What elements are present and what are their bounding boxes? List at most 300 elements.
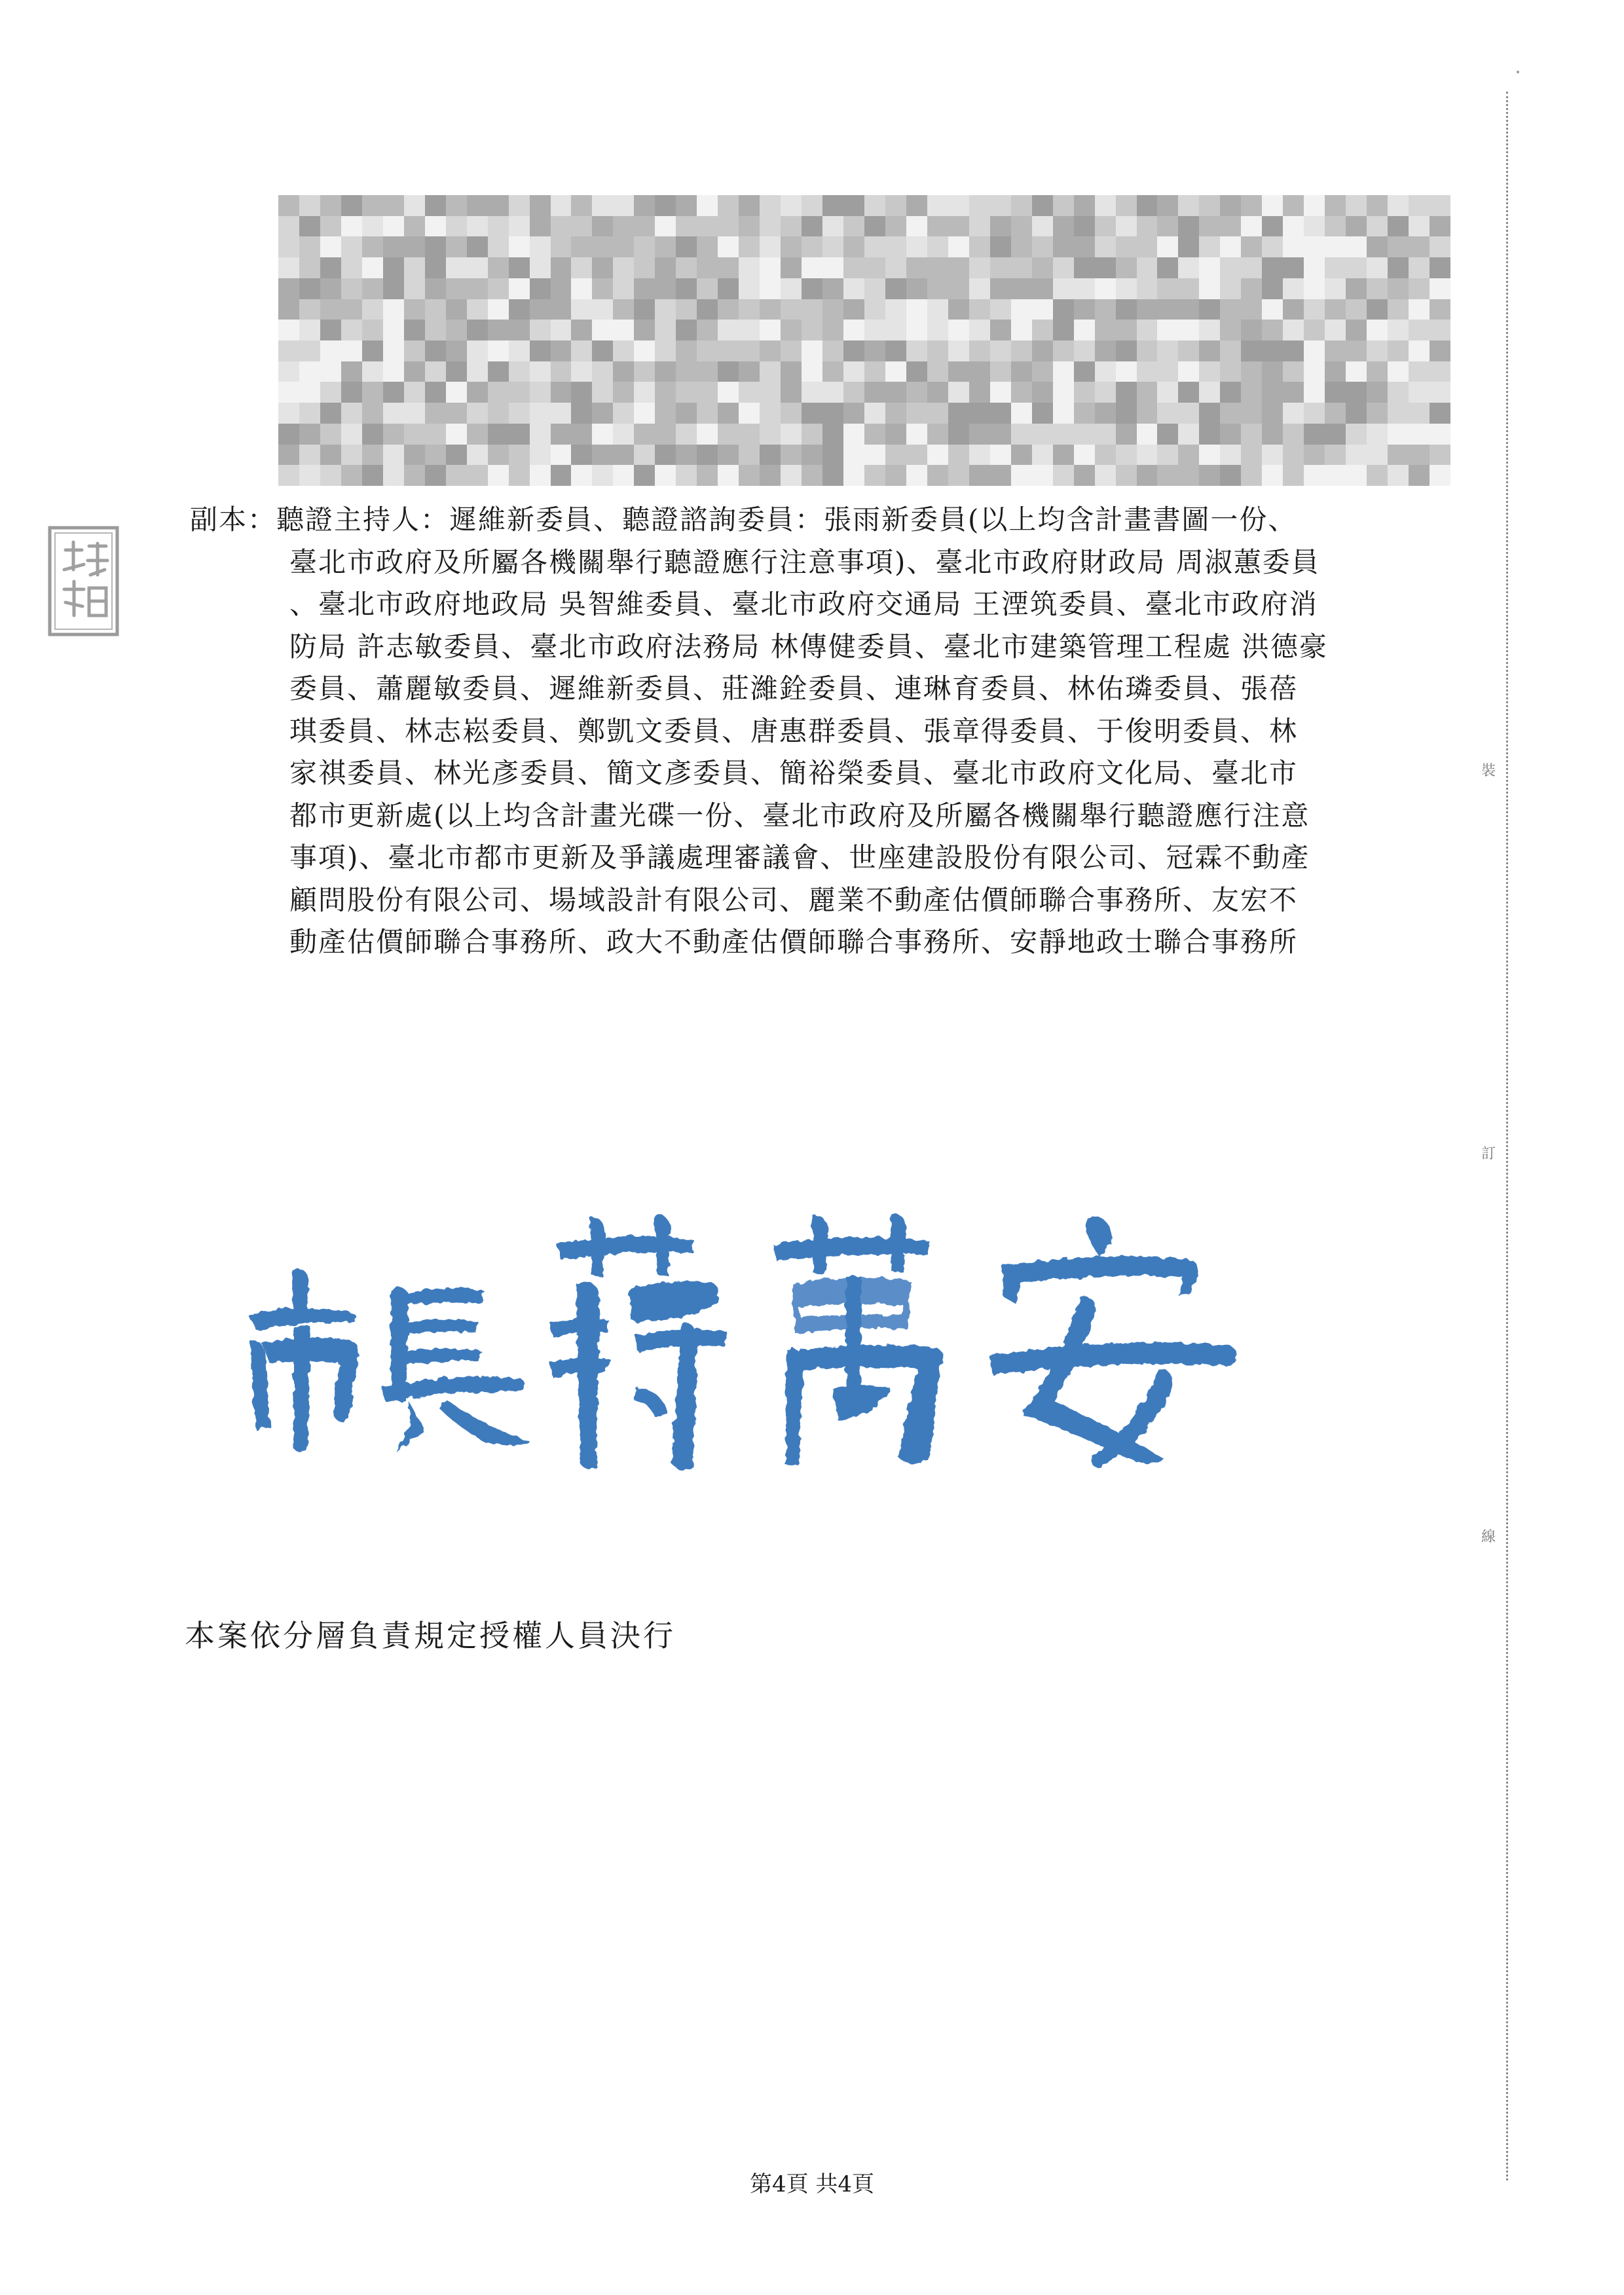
redaction-pixel xyxy=(1220,403,1241,424)
redaction-pixel xyxy=(1220,320,1241,340)
redaction-pixel xyxy=(425,320,446,340)
redaction-pixel xyxy=(1011,236,1032,257)
redaction-pixel xyxy=(1032,465,1053,486)
redaction-pixel xyxy=(885,299,906,320)
redaction-pixel xyxy=(592,465,613,486)
redaction-pixel xyxy=(446,299,467,320)
redaction-pixel xyxy=(1199,278,1220,299)
redaction-pixel xyxy=(509,340,530,361)
redaction-pixel xyxy=(969,195,990,216)
redaction-pixel xyxy=(1157,382,1178,403)
redaction-pixel xyxy=(509,236,530,257)
redaction-pixel xyxy=(467,465,488,486)
redaction-pixel xyxy=(822,465,843,486)
redaction-pixel xyxy=(864,424,885,445)
redaction-pixel xyxy=(1011,340,1032,361)
redaction-pixel xyxy=(320,299,341,320)
redaction-pixel xyxy=(718,299,739,320)
redaction-pixel xyxy=(864,445,885,466)
redaction-pixel xyxy=(551,320,572,340)
redaction-pixel xyxy=(1430,257,1450,278)
redaction-pixel xyxy=(1137,195,1158,216)
redaction-pixel xyxy=(1367,424,1388,445)
redaction-pixel xyxy=(299,257,320,278)
redaction-pixel xyxy=(404,299,425,320)
redaction-pixel xyxy=(1074,236,1095,257)
redaction-pixel xyxy=(843,382,864,403)
redaction-pixel xyxy=(781,236,802,257)
redaction-pixel xyxy=(1157,445,1178,466)
redaction-pixel xyxy=(781,278,802,299)
redaction-pixel xyxy=(634,465,655,486)
redaction-pixel xyxy=(760,340,781,361)
redaction-pixel xyxy=(488,236,509,257)
redaction-pixel xyxy=(1178,320,1199,340)
redaction-pixel xyxy=(299,465,320,486)
redaction-pixel xyxy=(1178,278,1199,299)
redaction-pixel xyxy=(1409,216,1430,237)
redaction-pixel xyxy=(1304,340,1325,361)
redaction-pixel xyxy=(1283,216,1304,237)
redaction-pixel xyxy=(697,403,718,424)
redaction-pixel xyxy=(697,195,718,216)
redaction-pixel xyxy=(1409,445,1430,466)
redaction-pixel xyxy=(446,236,467,257)
redaction-pixel xyxy=(1409,257,1430,278)
redaction-pixel xyxy=(1430,424,1450,445)
redacted-block xyxy=(278,195,1450,486)
redaction-pixel xyxy=(1137,299,1158,320)
redaction-pixel xyxy=(697,424,718,445)
redaction-pixel xyxy=(822,216,843,237)
redaction-pixel xyxy=(739,257,760,278)
redaction-pixel xyxy=(1388,236,1409,257)
redaction-pixel xyxy=(1388,361,1409,382)
redaction-pixel xyxy=(1241,278,1262,299)
redaction-pixel xyxy=(781,257,802,278)
redaction-pixel xyxy=(1137,361,1158,382)
redaction-pixel xyxy=(1346,382,1367,403)
redaction-pixel xyxy=(1220,299,1241,320)
redaction-pixel xyxy=(655,403,676,424)
redaction-pixel xyxy=(1388,195,1409,216)
redaction-pixel xyxy=(1388,216,1409,237)
redaction-pixel xyxy=(990,236,1011,257)
redaction-pixel xyxy=(864,320,885,340)
redaction-pixel xyxy=(1346,216,1367,237)
redaction-pixel xyxy=(1116,320,1137,340)
redaction-pixel xyxy=(383,299,404,320)
redaction-pixel xyxy=(1011,216,1032,237)
redaction-pixel xyxy=(530,278,551,299)
redaction-pixel xyxy=(509,361,530,382)
redaction-pixel xyxy=(781,403,802,424)
redaction-pixel xyxy=(1011,465,1032,486)
redaction-pixel xyxy=(1011,195,1032,216)
redaction-pixel xyxy=(551,216,572,237)
redaction-pixel xyxy=(613,195,634,216)
redaction-pixel xyxy=(906,195,927,216)
redaction-pixel xyxy=(1053,278,1074,299)
redaction-pixel xyxy=(613,299,634,320)
redaction-pixel xyxy=(781,424,802,445)
redaction-pixel xyxy=(990,299,1011,320)
redaction-pixel xyxy=(613,382,634,403)
redaction-pixel xyxy=(1346,195,1367,216)
redaction-pixel xyxy=(843,320,864,340)
redaction-pixel xyxy=(341,195,362,216)
redaction-pixel xyxy=(1074,382,1095,403)
redaction-pixel xyxy=(1367,382,1388,403)
cc-line: 、臺北市政府地政局 吳智維委員、臺北市政府交通局 王湮筑委員、臺北市政府消 xyxy=(289,588,1318,620)
redaction-pixel xyxy=(1178,403,1199,424)
redaction-pixel xyxy=(1053,320,1074,340)
redaction-pixel xyxy=(1304,320,1325,340)
redaction-pixel xyxy=(551,465,572,486)
redaction-pixel xyxy=(278,382,299,403)
redaction-pixel xyxy=(655,236,676,257)
redaction-pixel xyxy=(383,403,404,424)
redaction-pixel xyxy=(341,216,362,237)
redaction-pixel xyxy=(1283,236,1304,257)
redaction-pixel xyxy=(1116,403,1137,424)
redaction-pixel xyxy=(948,278,969,299)
redaction-pixel xyxy=(655,195,676,216)
redaction-pixel xyxy=(320,445,341,466)
redaction-pixel xyxy=(718,216,739,237)
redaction-pixel xyxy=(613,216,634,237)
redaction-pixel xyxy=(948,382,969,403)
redaction-pixel xyxy=(1011,299,1032,320)
redaction-pixel xyxy=(739,445,760,466)
redaction-pixel xyxy=(551,424,572,445)
redaction-pixel xyxy=(1262,340,1283,361)
redaction-pixel xyxy=(802,320,822,340)
redaction-pixel xyxy=(467,257,488,278)
redaction-pixel xyxy=(425,361,446,382)
redaction-pixel xyxy=(551,236,572,257)
redaction-pixel xyxy=(1367,278,1388,299)
redaction-pixel xyxy=(990,424,1011,445)
redaction-pixel xyxy=(341,382,362,403)
redaction-pixel xyxy=(425,299,446,320)
redaction-pixel xyxy=(1053,340,1074,361)
redaction-pixel xyxy=(592,236,613,257)
redaction-pixel xyxy=(948,361,969,382)
redaction-pixel xyxy=(885,236,906,257)
redaction-pixel xyxy=(1095,424,1116,445)
redaction-pixel xyxy=(843,195,864,216)
redaction-pixel xyxy=(1220,424,1241,445)
redaction-pixel xyxy=(530,403,551,424)
cc-line: 委員、蕭麗敏委員、遲維新委員、莊濰銓委員、連琳育委員、林佑璘委員、張蓓 xyxy=(289,672,1299,705)
redaction-pixel xyxy=(1346,299,1367,320)
redaction-pixel xyxy=(1116,340,1137,361)
redaction-pixel xyxy=(383,257,404,278)
redaction-pixel xyxy=(1325,465,1346,486)
redaction-pixel xyxy=(822,278,843,299)
redaction-pixel xyxy=(1283,195,1304,216)
redaction-pixel xyxy=(1095,320,1116,340)
redaction-pixel xyxy=(404,403,425,424)
redaction-pixel xyxy=(571,382,592,403)
redaction-pixel xyxy=(571,278,592,299)
redaction-pixel xyxy=(488,340,509,361)
redaction-pixel xyxy=(1074,195,1095,216)
redaction-pixel xyxy=(362,278,383,299)
redaction-pixel xyxy=(843,465,864,486)
redaction-pixel xyxy=(1262,382,1283,403)
redaction-pixel xyxy=(425,382,446,403)
redaction-pixel xyxy=(1367,257,1388,278)
redaction-pixel xyxy=(1262,299,1283,320)
redaction-pixel xyxy=(802,236,822,257)
redaction-pixel xyxy=(592,445,613,466)
redaction-pixel xyxy=(760,361,781,382)
redaction-pixel xyxy=(948,424,969,445)
redaction-pixel xyxy=(1409,236,1430,257)
redaction-pixel xyxy=(1388,465,1409,486)
redaction-pixel xyxy=(1388,445,1409,466)
redaction-pixel xyxy=(299,340,320,361)
redaction-pixel xyxy=(467,382,488,403)
redaction-pixel xyxy=(592,424,613,445)
redaction-pixel xyxy=(697,278,718,299)
redaction-pixel xyxy=(927,236,948,257)
redaction-pixel xyxy=(1053,299,1074,320)
redaction-pixel xyxy=(885,403,906,424)
redaction-pixel xyxy=(948,257,969,278)
redaction-pixel xyxy=(446,340,467,361)
redaction-pixel xyxy=(718,236,739,257)
redaction-pixel xyxy=(781,361,802,382)
redaction-pixel xyxy=(1157,278,1178,299)
redaction-pixel xyxy=(1262,424,1283,445)
redaction-pixel xyxy=(1032,216,1053,237)
corner-mark xyxy=(1517,71,1519,73)
redaction-pixel xyxy=(822,382,843,403)
redaction-pixel xyxy=(362,382,383,403)
redaction-pixel xyxy=(571,465,592,486)
redaction-pixel xyxy=(383,465,404,486)
redaction-pixel xyxy=(1409,403,1430,424)
redaction-pixel xyxy=(885,445,906,466)
redaction-pixel xyxy=(383,216,404,237)
redaction-pixel xyxy=(383,236,404,257)
redaction-pixel xyxy=(739,195,760,216)
redaction-pixel xyxy=(781,299,802,320)
redaction-pixel xyxy=(1178,299,1199,320)
redaction-pixel xyxy=(1304,299,1325,320)
redaction-pixel xyxy=(760,465,781,486)
redaction-pixel xyxy=(1137,445,1158,466)
redaction-pixel xyxy=(320,424,341,445)
redaction-pixel xyxy=(1157,320,1178,340)
redaction-pixel xyxy=(1095,382,1116,403)
redaction-pixel xyxy=(1157,299,1178,320)
redaction-pixel xyxy=(1074,403,1095,424)
redaction-pixel xyxy=(278,445,299,466)
redaction-pixel xyxy=(864,236,885,257)
redaction-pixel xyxy=(404,445,425,466)
redaction-pixel xyxy=(990,216,1011,237)
redaction-pixel xyxy=(822,340,843,361)
redaction-pixel xyxy=(1116,445,1137,466)
redaction-pixel xyxy=(634,257,655,278)
redaction-pixel xyxy=(1137,236,1158,257)
redaction-pixel xyxy=(864,195,885,216)
redaction-pixel xyxy=(278,424,299,445)
redaction-pixel xyxy=(1199,236,1220,257)
redaction-pixel xyxy=(592,320,613,340)
redaction-pixel xyxy=(802,257,822,278)
redaction-pixel xyxy=(990,465,1011,486)
redaction-pixel xyxy=(341,257,362,278)
redaction-pixel xyxy=(822,195,843,216)
redaction-pixel xyxy=(1346,340,1367,361)
redaction-pixel xyxy=(1262,257,1283,278)
redaction-pixel xyxy=(1262,236,1283,257)
redaction-pixel xyxy=(1178,382,1199,403)
redaction-pixel xyxy=(488,278,509,299)
redaction-pixel xyxy=(864,278,885,299)
redaction-pixel xyxy=(1116,424,1137,445)
redaction-pixel xyxy=(1325,445,1346,466)
redaction-pixel xyxy=(822,320,843,340)
redaction-pixel xyxy=(1367,465,1388,486)
redaction-pixel xyxy=(1199,299,1220,320)
redaction-pixel xyxy=(990,278,1011,299)
redaction-pixel xyxy=(655,340,676,361)
redaction-pixel xyxy=(1430,195,1450,216)
redaction-pixel xyxy=(948,236,969,257)
redaction-pixel xyxy=(1116,382,1137,403)
redaction-pixel xyxy=(822,403,843,424)
redaction-pixel xyxy=(1199,361,1220,382)
redaction-pixel xyxy=(634,236,655,257)
redaction-pixel xyxy=(1157,465,1178,486)
redaction-pixel xyxy=(1137,382,1158,403)
redaction-pixel xyxy=(1241,299,1262,320)
redaction-pixel xyxy=(1157,424,1178,445)
redaction-pixel xyxy=(551,257,572,278)
redaction-pixel xyxy=(1262,361,1283,382)
redaction-pixel xyxy=(906,340,927,361)
redaction-pixel xyxy=(760,424,781,445)
redaction-pixel xyxy=(969,340,990,361)
redaction-pixel xyxy=(1304,278,1325,299)
redaction-pixel xyxy=(425,340,446,361)
redaction-pixel xyxy=(509,299,530,320)
redaction-pixel xyxy=(1220,382,1241,403)
redaction-pixel xyxy=(969,257,990,278)
redaction-pixel xyxy=(822,299,843,320)
redaction-pixel xyxy=(551,278,572,299)
redaction-pixel xyxy=(697,299,718,320)
redaction-pixel xyxy=(1367,216,1388,237)
redaction-pixel xyxy=(760,445,781,466)
redaction-pixel xyxy=(1283,445,1304,466)
redaction-pixel xyxy=(1283,278,1304,299)
redaction-pixel xyxy=(1388,382,1409,403)
redaction-pixel xyxy=(530,424,551,445)
redaction-pixel xyxy=(1178,424,1199,445)
redaction-pixel xyxy=(530,257,551,278)
redaction-pixel xyxy=(1367,195,1388,216)
redaction-pixel xyxy=(864,340,885,361)
redaction-pixel xyxy=(906,278,927,299)
redaction-pixel xyxy=(1409,278,1430,299)
redaction-pixel xyxy=(927,465,948,486)
redaction-pixel xyxy=(1137,257,1158,278)
redaction-pixel xyxy=(927,216,948,237)
redaction-pixel xyxy=(634,403,655,424)
redaction-pixel xyxy=(467,424,488,445)
redaction-pixel xyxy=(1032,320,1053,340)
redaction-pixel xyxy=(467,278,488,299)
redaction-pixel xyxy=(1074,340,1095,361)
redaction-pixel xyxy=(320,216,341,237)
redaction-pixel xyxy=(781,465,802,486)
redaction-pixel xyxy=(1283,257,1304,278)
redaction-pixel xyxy=(1116,257,1137,278)
redaction-pixel xyxy=(488,216,509,237)
redaction-pixel xyxy=(760,278,781,299)
redaction-pixel xyxy=(1241,257,1262,278)
redaction-pixel xyxy=(885,424,906,445)
redaction-pixel xyxy=(613,236,634,257)
redaction-pixel xyxy=(488,257,509,278)
redaction-pixel xyxy=(1137,424,1158,445)
redaction-pixel xyxy=(320,195,341,216)
redaction-pixel xyxy=(802,216,822,237)
redaction-pixel xyxy=(948,195,969,216)
redaction-pixel xyxy=(843,257,864,278)
redaction-pixel xyxy=(341,465,362,486)
redaction-pixel xyxy=(948,403,969,424)
redaction-pixel xyxy=(781,445,802,466)
redaction-pixel xyxy=(885,382,906,403)
cc-line: 防局 許志敏委員、臺北市政府法務局 林傳健委員、臺北市建築管理工程處 洪德豪 xyxy=(289,630,1329,663)
redaction-pixel xyxy=(1325,361,1346,382)
redaction-pixel xyxy=(969,361,990,382)
redaction-pixel xyxy=(906,320,927,340)
redaction-pixel xyxy=(320,382,341,403)
redaction-pixel xyxy=(1346,257,1367,278)
binding-line xyxy=(1506,92,1508,2180)
redaction-pixel xyxy=(1053,236,1074,257)
redaction-pixel xyxy=(885,257,906,278)
redaction-pixel xyxy=(1283,382,1304,403)
redaction-pixel xyxy=(1032,340,1053,361)
redaction-pixel xyxy=(1074,278,1095,299)
redaction-pixel xyxy=(1116,195,1137,216)
redaction-pixel xyxy=(425,403,446,424)
redaction-pixel xyxy=(383,320,404,340)
cc-line: 家祺委員、林光彥委員、簡文彥委員、簡裕榮委員、臺北市政府文化局、臺北市 xyxy=(289,757,1299,789)
redaction-pixel xyxy=(697,340,718,361)
redaction-pixel xyxy=(446,278,467,299)
redaction-pixel xyxy=(864,382,885,403)
redaction-pixel xyxy=(1388,320,1409,340)
redaction-pixel xyxy=(676,445,697,466)
redaction-pixel xyxy=(718,340,739,361)
redaction-pixel xyxy=(571,361,592,382)
redaction-pixel xyxy=(885,278,906,299)
mayor-signature-stamp xyxy=(210,1192,1283,1480)
redaction-pixel xyxy=(822,236,843,257)
redaction-pixel xyxy=(551,361,572,382)
